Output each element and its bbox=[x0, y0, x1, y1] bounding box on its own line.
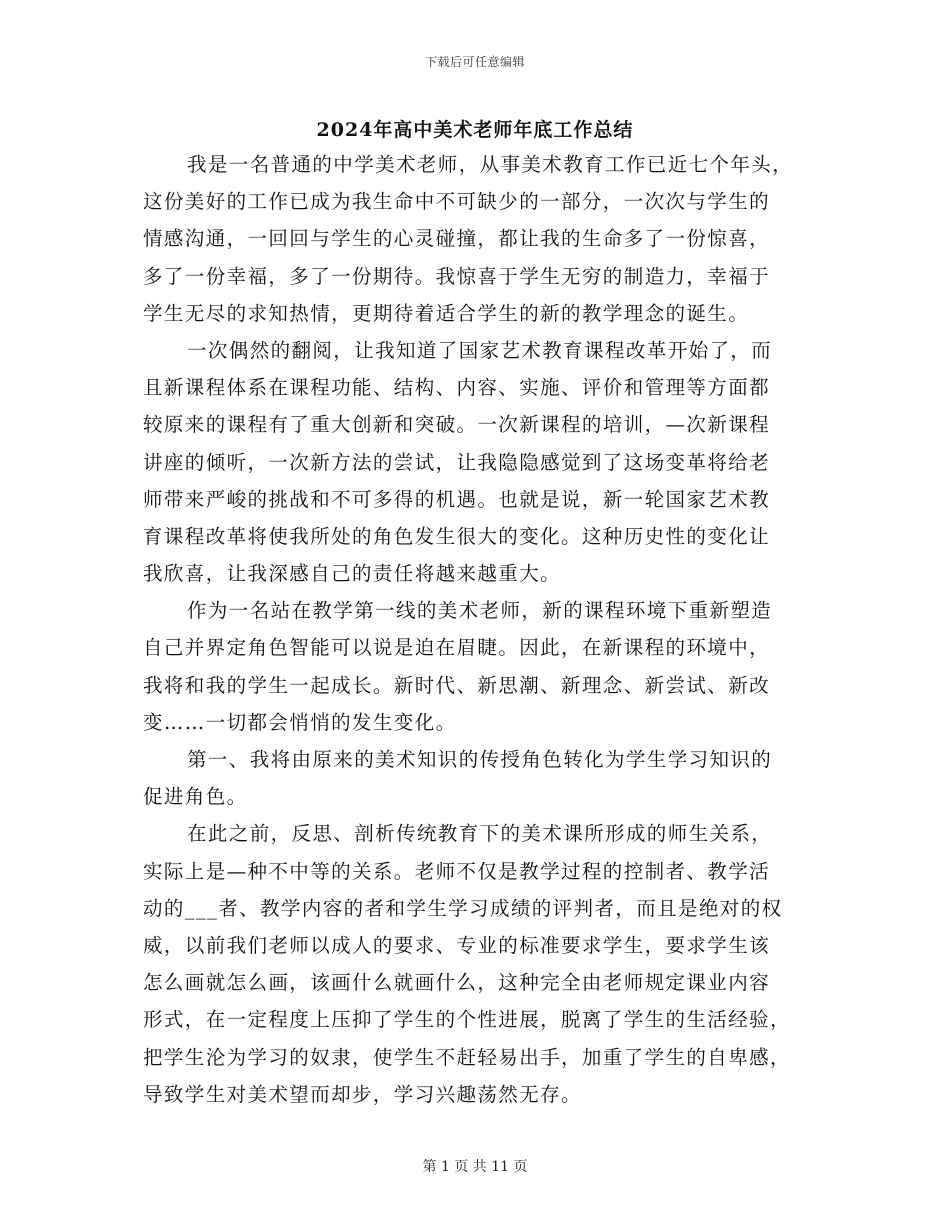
body-line: 导致学生对美术望而却步，学习兴趣荡然无存。 bbox=[143, 1082, 582, 1106]
body-line: 学生无尽的求知热情，更期待着适合学生的新的教学理念的诞生。 bbox=[143, 301, 750, 325]
body-line: 我是一名普通的中学美术老师，从事美术教育工作已近七个年头， bbox=[187, 153, 794, 176]
body-line: 作为一名站在教学第一线的美术老师，新的课程环境下重新塑造 bbox=[187, 599, 773, 623]
body-line: 促进角色。 bbox=[143, 785, 248, 809]
body-line: 师带来严峻的挑战和不可多得的机遇。也就是说，新一轮国家艺术教 bbox=[143, 487, 771, 511]
body-line: 自己并界定角色智能可以说是迫在眉睫。因此，在新课程的环境中， bbox=[143, 636, 771, 660]
body-line: 动的___者、教学内容的者和学生学习成绩的评判者，而且是绝对的权 bbox=[143, 896, 783, 920]
document-title: 2024年高中美术老师年底工作总结 bbox=[316, 119, 634, 141]
page-number-footer: 第 1 页 共 11 页 bbox=[422, 1159, 528, 1175]
body-line: 在此之前，反思、剖析传统教育下的美术课所形成的师生关系， bbox=[187, 822, 773, 846]
body-line: 变……一切都会悄悄的发生变化。 bbox=[143, 710, 457, 734]
body-line: 育课程改革将使我所处的角色发生很大的变化。这种历史性的变化让 bbox=[143, 524, 771, 548]
body-line: 多了一份幸福，多了一份期待。我惊喜于学生无穷的制造力，幸福于 bbox=[143, 264, 771, 288]
body-line: 我欣喜，让我深感自己的责任将越来越重大。 bbox=[143, 562, 562, 586]
body-line: 我将和我的学生一起成长。新时代、新思潮、新理念、新尝试、新改 bbox=[143, 673, 771, 697]
document-body bbox=[143, 146, 808, 1113]
body-line: 较原来的课程有了重大创新和突破。一次新课程的培训，—次新课程 bbox=[143, 413, 771, 437]
body-line: 把学生沦为学习的奴隶，使学生不赶轻易出手，加重了学生的自卑感， bbox=[143, 1045, 791, 1069]
body-line: 实际上是—种不中等的关系。老师不仅是教学过程的控制者、教学活 bbox=[143, 859, 771, 883]
body-line: 这份美好的工作已成为我生命中不可缺少的一部分，一次次与学生的 bbox=[143, 190, 771, 214]
body-line: 讲座的倾听，一次新方法的尝试，让我隐隐感觉到了这场变革将给老 bbox=[143, 450, 771, 474]
header-note: 下载后可任意编辑 bbox=[424, 55, 525, 69]
body-line: 情感沟通，一回回与学生的心灵碰撞，都让我的生命多了一份惊喜， bbox=[143, 227, 771, 251]
body-line: 第一、我将由原来的美术知识的传授角色转化为学生学习知识的 bbox=[187, 748, 773, 771]
body-line: 且新课程体系在课程功能、结构、内容、实施、评价和管理等方面都 bbox=[143, 376, 771, 400]
body-line: 一次偶然的翻阅，让我知道了国家艺术教育课程改革开始了，而 bbox=[187, 338, 773, 362]
body-line: 形式，在一定程度上压抑了学生的个性进展，脱离了学生的生活经验， bbox=[143, 1008, 791, 1032]
body-line: 威，以前我们老师以成人的要求、专业的标准要求学生，要求学生该 bbox=[143, 933, 771, 957]
body-line: 怎么画就怎么画，该画什么就画什么，这种完全由老师规定课业内容 bbox=[143, 971, 771, 995]
